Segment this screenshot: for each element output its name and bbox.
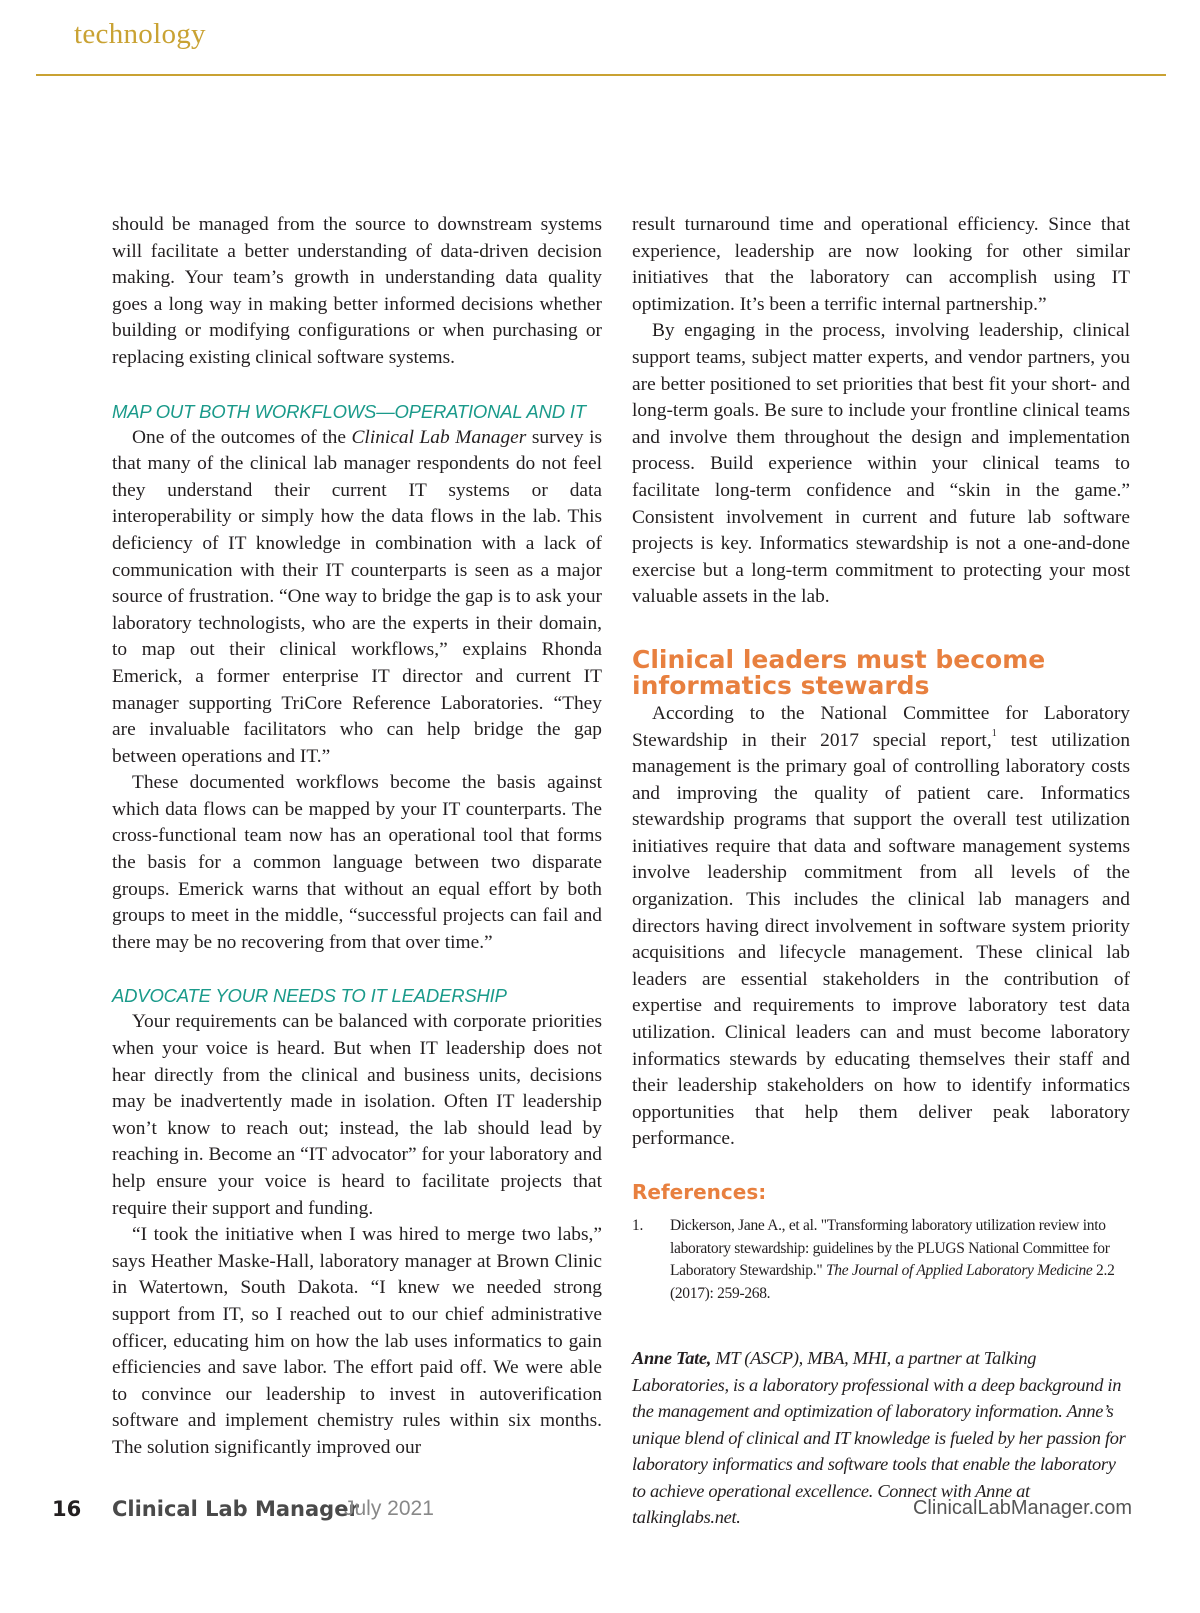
publication-title: Clinical Lab Manager (351, 426, 527, 448)
author-bio: Anne Tate, MT (ASCP), MBA, MHI, a partner at Talking Laboratories, is a laboratory professional with a deep background in the management and optimization of laboratory information. Anne’s unique blend of clinical and IT knowledge is fueled by her passion for laboratory informatics and software tools that enable the laboratory to achieve operational excellence. Connect with Anne at talkinglabs.net. (632, 1348, 1126, 1527)
header-rule (36, 74, 1166, 76)
body-paragraph: According to the National Committee for Laboratory Stewardship in their 2017 special report,$^1$ test utilization management is the primary goal of controlling laboratory costs and improving the quality of patient care. Informatics stewardship programs that support the overall test utilization initiatives require that data and software management systems involve leadership commitment from all levels of the organization. This includes the clinical lab managers and directors having direct involvement in software system priority acquisitions and lifecycle management. These clinical lab leaders are essential stakeholders in the contribution of expertise and requirements to improve laboratory test data utilization. Clinical leaders can and must become laboratory informatics stewards by educating themselves their staff and their leadership stakeholders on how to identify informatics opportunities that help them deliver peak laboratory performance. (632, 702, 1131, 1150)
body-paragraph: Your requirements can be balanced with corporate priorities when your voice is heard. But when IT leadership does not hear directly from the clinical and business units, decisions may be inadvertently made in isolation. Often IT leadership won’t know to reach out; instead, the lab should lead by reaching in. Become an “IT advocator” for your laboratory and help ensure your voice is heard to facilitate projects that require their support and funding. (112, 1011, 602, 1219)
issue-date: July 2021 (344, 1497, 434, 1520)
reference-number: 1. (632, 1217, 644, 1234)
journal-title: The Journal of Applied Laboratory Medicine (825, 1262, 1093, 1279)
body-paragraph: One of the outcomes of the Clinical Lab Manager survey is that many of the clinical lab manager respondents do not feel they understand their current IT systems or data interoperability or simply how the data flows in the lab. This deficiency of IT knowledge in combination with a lack of communication with their IT counterparts is seen as a major source of frustration. “One way to bridge the gap is to ask your laboratory technologists, who are the experts in their domain, to map out their clinical workflows,” explains Rhonda Emerick, a former enterprise IT director and current IT manager supporting TriCore Reference Laboratories. “They are invaluable facilitators who can help bridge the gap between operations and IT.” (112, 426, 603, 767)
author-name: Anne Tate, (632, 1348, 712, 1368)
section-heading: Clinical leaders must become informatics stewards (632, 644, 1046, 700)
body-paragraph: “I took the initiative when I was hired to merge two labs,” says Heather Maske-Hall, laboratory manager at Brown Clinic in Watertown, South Dakota. “I knew we needed strong support from IT, so I reached out to our chief administrative officer, educating him on how the lab uses informatics to gain efficiencies and save labor. The effort paid off. We were able to convince our leadership to invest in autoverification software and implement chemistry rules within six months. The solution significantly improved our (112, 1224, 602, 1458)
body-paragraph: By engaging in the process, involving leadership, clinical support teams, subject matter experts, and vendor partners, you are better positioned to set priorities that best fit your short- and long-term goals. Be sure to include your frontline clinical teams and involve them throughout the design and implementation process. Build experience within your clinical teams to facilitate long-term confidence and “skin in the game.” Consistent involvement in current and future lab software projects is key. Informatics stewardship is not a one-and-done exercise but a long-term commitment to protecting your most valuable assets in the lab. (632, 320, 1130, 608)
subhead-workflows: MAP OUT BOTH WORKFLOWS—OPERATIONAL AND IT (112, 400, 586, 422)
website-link: ClinicalLabManager.com (912, 1497, 1132, 1519)
section-label: technology (74, 18, 206, 50)
reference-item: 1. Dickerson, Jane A., et al. "Transforming laboratory utilization review into laboratory stewardship: guidelines by the PLUGS National Committee for Laboratory Stewardship." The Journal of Applied Laboratory Medicine 2.2 (2017): 259-268. (632, 1217, 1115, 1302)
magazine-name: Clinical Lab Manager (112, 1497, 359, 1521)
body-paragraph: These documented workflows become the basis against which data flows can be mapped by your IT counterparts. The cross-functional team now has an operational tool that forms the basis for a common language between two disparate groups. Emerick warns that without an equal effort by both groups to meet in the middle, “successful projects can fail and there may be no recovering from that over time.” (112, 772, 602, 953)
subhead-advocate: ADVOCATE YOUR NEEDS TO IT LEADERSHIP (112, 985, 507, 1007)
body-paragraph: should be managed from the source to downstream systems will facilitate a better understanding of data-driven decision making. Your team’s growth in understanding data quality goes a long way in making better informed decisions whether building or modifying configurations or when purchasing or replacing existing clinical software systems. (112, 214, 602, 368)
references-heading: References: (632, 1180, 767, 1204)
right-column (632, 212, 1130, 1531)
page-number: 16 (52, 1497, 82, 1521)
footnote-marker: 1 (991, 727, 997, 739)
body-paragraph: result turnaround time and operational efficiency. Since that experience, leadership are now looking for other similar initiatives that the laboratory can accomplish using IT optimization. It’s been a terrific internal partnership.” (632, 214, 1130, 315)
left-column (112, 212, 602, 1462)
